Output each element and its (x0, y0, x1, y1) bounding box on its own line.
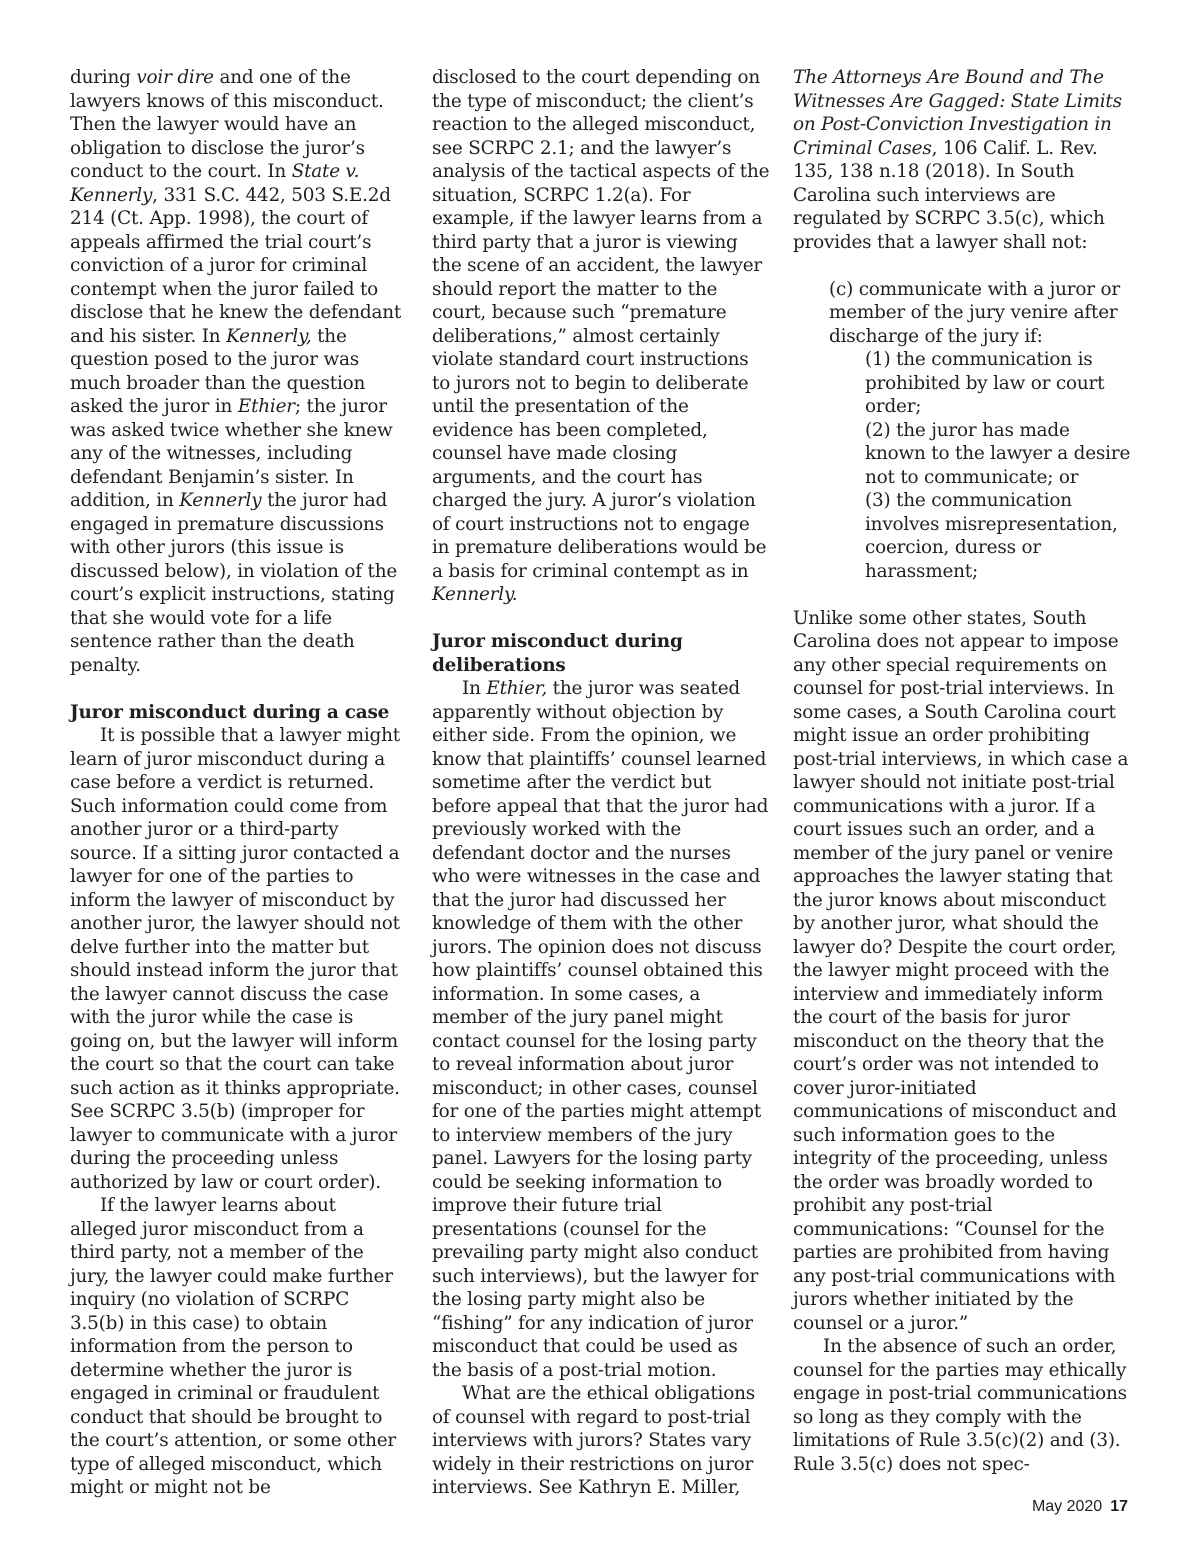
rule-subitem: (2) the juror has made known to the lawyer a desire not to communicate; or (865, 419, 1131, 488)
paragraph: If the lawyer learns about alleged juror misconduct from a third party, not a member of the jury, the lawyer could make further inquiry (no violation of SCRPC 3.5(b) in this case) to obtain information from the person to determine whether the juror is engaged in criminal or fraudulent conduct that should be brought to the court’s attention, or some other type of alleged misconduct, which might or might not be (70, 1195, 397, 1498)
paragraph: It is possible that a lawyer might learn of juror misconduct during a case before a verdict is returned. Such information could come from another juror or a third-party source. If a sitting juror contacted a lawyer for one of the parties to inform the lawyer of misconduct by another juror, the lawyer should not delve further into the matter but should instead inform the juror that the lawyer cannot discuss the case with the juror while the case is going on, but the lawyer will inform the court so that the court can take such action as it thinks appropriate. See SCRPC 3.5(b) (improper for lawyer to communicate with a juror during the proceeding unless authorized by law or court order). (70, 725, 400, 1193)
rule-quotation (829, 278, 1131, 584)
article-column-3 (793, 66, 1131, 1476)
issue-date: May 2020 (1031, 1498, 1103, 1515)
rule-subitem: (1) the communication is prohibited by law or court order; (865, 349, 1105, 417)
section-heading: Juror misconduct during a case (70, 701, 390, 723)
article-column-1 (70, 66, 408, 1500)
article-column-2 (432, 66, 770, 1500)
rule-text: (c) communicate with a juror or member of the jury venire after discharge of the jury if: (829, 278, 1120, 347)
paragraph: during voir dire and one of the lawyers knows of this misconduct. Then the lawyer would have an obligation to disclose the juror’s conduct to the court. In State v. Kennerly, 331 S.C. 442, 503 S.E.2d 214 (Ct. App. 1998), the court of appeals affirmed the trial court’s conviction of a juror for criminal contempt when the juror failed to disclose that he knew the defendant and his sister. In Kennerly, the question posed to the juror was much broader than the question asked the juror in Ethier; the juror was asked twice whether she knew any of the witnesses, including defendant Benjamin’s sister. In addition, in Kennerly the juror had engaged in premature discussions with other jurors (this issue is discussed below), in violation of the court’s explicit instructions, stating that she would vote for a life sentence rather than the death penalty. (70, 67, 402, 676)
page-number: 17 (1110, 1498, 1128, 1515)
paragraph: What are the ethical obligations of counsel with regard to post-trial interviews with jurors? States vary widely in their restrictions on juror interviews. See Kathryn E. Miller, (432, 1383, 755, 1498)
paragraph: The Attorneys Are Bound and The Witnesses Are Gagged: State Limits on Post-Conviction Investigation in Criminal Cases, 106 Calif. L. Rev. 135, 138 n.18 (2018). In South Carolina such interviews are regulated by SCRPC 3.5(c), which provides that a lawyer shall not: (793, 67, 1122, 253)
paragraph: In Ethier, the juror was seated apparently without objection by either side. From the opinion, we know that plaintiffs’ counsel learned sometime after the verdict but before appeal that that the juror had previously worked with the defendant doctor and the nurses who were witnesses in the case and that the juror had discussed her knowledge of them with the other jurors. The opinion does not discuss how plaintiffs’ counsel obtained this information. In some cases, a member of the jury panel might contact counsel for the losing party to reveal information about juror misconduct; in other cases, counsel for one of the parties might attempt to interview members of the jury panel. Lawyers for the losing party could be seeking information to improve their future trial presentations (counsel for the prevailing party might also conduct such interviews), but the lawyer for the losing party might also be “fishing” for any indication of juror misconduct that could be used as the basis of a post-trial motion. (432, 678, 769, 1381)
paragraph: Unlike some other states, South Carolina does not appear to impose any other special requirements on counsel for post-trial interviews. In some cases, a South Carolina court might issue an order prohibiting post-trial interviews, in which case a lawyer should not initiate post-trial communications with a juror. If a court issues such an order, and a member of the jury panel or venire approaches the lawyer stating that the juror knows about misconduct by another juror, what should the lawyer do? Despite the court order, the lawyer might proceed with the interview and immediately inform the court of the basis for juror misconduct on the theory that the court’s order was not intended to cover juror-initiated communications of misconduct and such information goes to the integrity of the proceeding, unless the order was broadly worded to prohibit any post-trial communications: “Counsel for the parties are prohibited from having any post-trial communications with jurors whether initiated by the counsel or a juror.” (793, 607, 1129, 1334)
paragraph: disclosed to the court depending on the type of misconduct; the client’s reaction to the alleged misconduct, see SCRPC 2.1; and the lawyer’s analysis of the tactical aspects of the situation, SCRPC 1.2(a). For example, if the lawyer learns from a third party that a juror is viewing the scene of an accident, the lawyer should report the matter to the court, because such “premature deliberations,” almost certainly violate standard court instructions to jurors not to begin to deliberate until the presentation of the evidence has been completed, counsel have made closing arguments, and the court has charged the jury. A juror’s violation of court instructions not to engage in premature deliberations would be a basis for criminal contempt as in Kennerly. (432, 67, 770, 605)
page-footer (1032, 1498, 1128, 1516)
paragraph: In the absence of such an order, counsel for the parties may ethically engage in post-trial communications so long as they comply with the limitations of Rule 3.5(c)(2) and (3). Rule 3.5(c) does not spec- (793, 1336, 1127, 1475)
section-heading: Juror misconduct during deliberations (432, 631, 683, 676)
rule-subitem: (3) the communication involves misrepresentation, coercion, duress or harassment; (865, 490, 1118, 582)
